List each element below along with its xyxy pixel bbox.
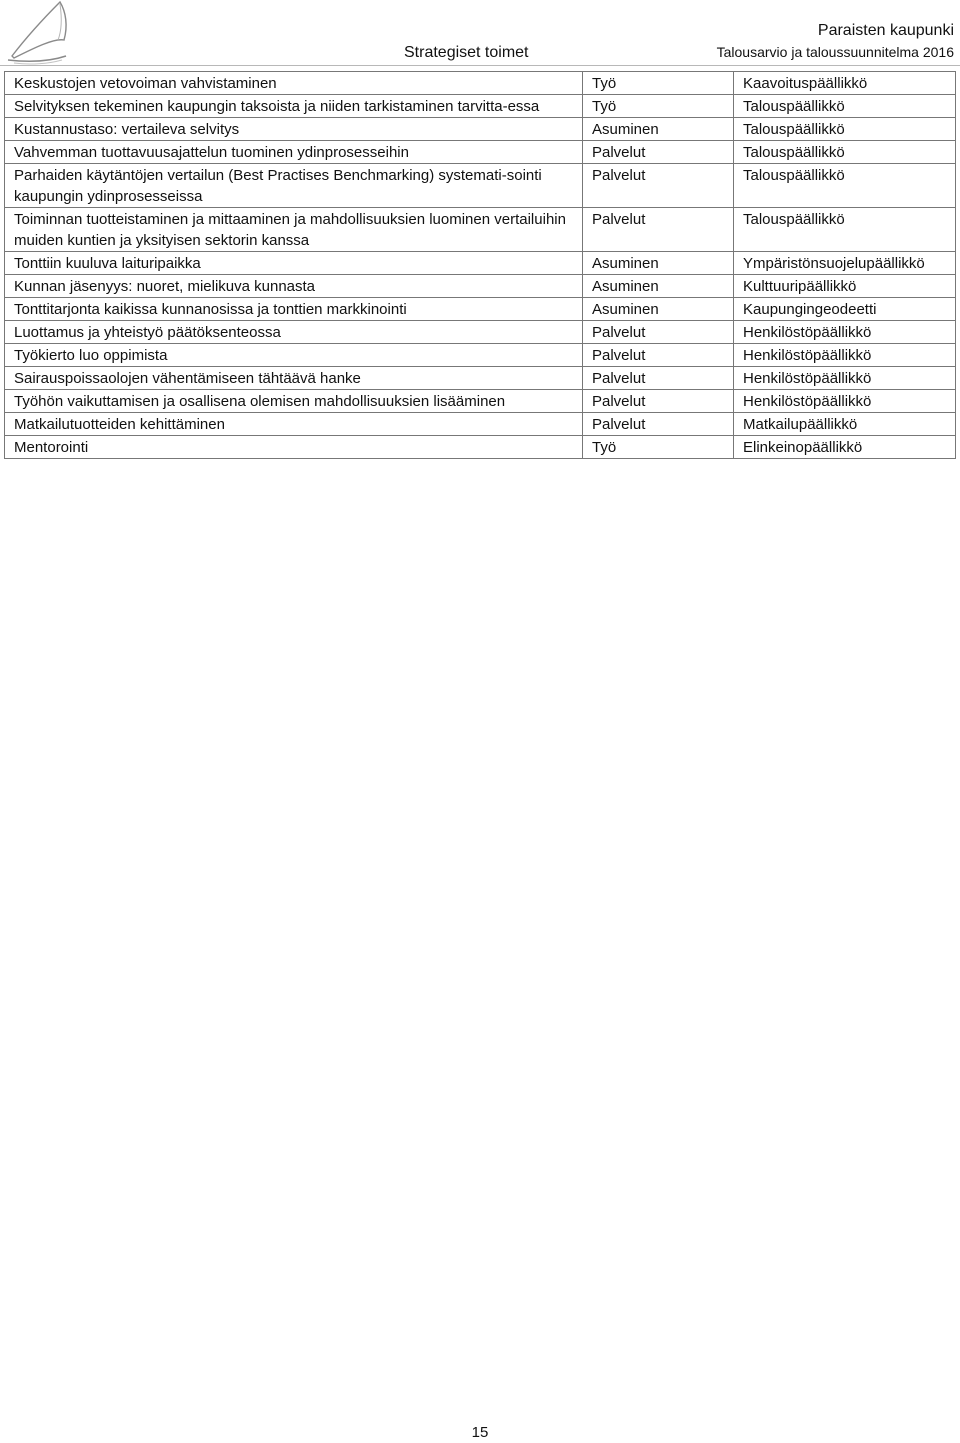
action-cell: Parhaiden käytäntöjen vertailun (Best Practises Benchmarking) systemati-sointi kaupungin ydinprosesseissa	[5, 164, 583, 208]
action-cell: Keskustojen vetovoiman vahvistaminen	[5, 72, 583, 95]
table-row	[5, 275, 956, 298]
responsible-cell: Kaupungingeodeetti	[734, 298, 956, 321]
table-row	[5, 413, 956, 436]
action-cell: Tonttiin kuuluva laituripaikka	[5, 252, 583, 275]
responsible-cell: Talouspäällikkö	[734, 164, 956, 208]
table-row	[5, 252, 956, 275]
area-cell: Palvelut	[583, 164, 734, 208]
table-row	[5, 141, 956, 164]
responsible-cell: Kaavoituspäällikkö	[734, 72, 956, 95]
action-cell: Selvityksen tekeminen kaupungin taksoista ja niiden tarkistaminen tarvitta-essa	[5, 95, 583, 118]
responsible-cell: Henkilöstöpäällikkö	[734, 321, 956, 344]
table-row	[5, 72, 956, 95]
header-divider	[0, 65, 960, 66]
action-cell: Vahvemman tuottavuusajattelun tuominen ydinprosesseihin	[5, 141, 583, 164]
organization-name: Paraisten kaupunki	[817, 22, 954, 39]
action-cell: Luottamus ja yhteistyö päätöksenteossa	[5, 321, 583, 344]
action-cell: Sairauspoissaolojen vähentämiseen tähtäävä hanke	[5, 367, 583, 390]
action-cell: Kunnan jäsenyys: nuoret, mielikuva kunnasta	[5, 275, 583, 298]
page-number: 15	[471, 1424, 489, 1441]
document-title: Talousarvio ja taloussuunnitelma 2016	[716, 44, 954, 60]
responsible-cell: Elinkeinopäällikkö	[734, 436, 956, 459]
area-cell: Työ	[583, 95, 734, 118]
action-cell: Työhön vaikuttamisen ja osallisena olemisen mahdollisuuksien lisääminen	[5, 390, 583, 413]
responsible-cell: Henkilöstöpäällikkö	[734, 390, 956, 413]
responsible-cell: Henkilöstöpäällikkö	[734, 344, 956, 367]
table-row	[5, 164, 956, 208]
responsible-cell: Ympäristönsuojelupäällikkö	[734, 252, 956, 275]
action-cell: Työkierto luo oppimista	[5, 344, 583, 367]
area-cell: Asuminen	[583, 118, 734, 141]
table-row	[5, 298, 956, 321]
action-cell: Tonttitarjonta kaikissa kunnanosissa ja tonttien markkinointi	[5, 298, 583, 321]
area-cell: Palvelut	[583, 321, 734, 344]
area-cell: Työ	[583, 72, 734, 95]
area-cell: Palvelut	[583, 390, 734, 413]
responsible-cell: Talouspäällikkö	[734, 208, 956, 252]
responsible-cell: Henkilöstöpäällikkö	[734, 367, 956, 390]
area-cell: Palvelut	[583, 141, 734, 164]
action-cell: Mentorointi	[5, 436, 583, 459]
action-cell: Matkailutuotteiden kehittäminen	[5, 413, 583, 436]
area-cell: Asuminen	[583, 298, 734, 321]
table-row	[5, 208, 956, 252]
responsible-cell: Talouspäällikkö	[734, 141, 956, 164]
table-row	[5, 118, 956, 141]
area-cell: Asuminen	[583, 252, 734, 275]
table-row	[5, 367, 956, 390]
area-cell: Palvelut	[583, 208, 734, 252]
section-title: Strategiset toimet	[404, 44, 529, 61]
area-cell: Työ	[583, 436, 734, 459]
sail-logo-icon	[4, 0, 68, 66]
responsible-cell: Kulttuuripäällikkö	[734, 275, 956, 298]
table-row	[5, 321, 956, 344]
area-cell: Palvelut	[583, 367, 734, 390]
area-cell: Palvelut	[583, 344, 734, 367]
responsible-cell: Talouspäällikkö	[734, 118, 956, 141]
responsible-cell: Matkailupäällikkö	[734, 413, 956, 436]
action-cell: Kustannustaso: vertaileva selvitys	[5, 118, 583, 141]
table-row	[5, 390, 956, 413]
header-right	[717, 20, 954, 62]
responsible-cell: Talouspäällikkö	[734, 95, 956, 118]
area-cell: Palvelut	[583, 413, 734, 436]
table-row	[5, 436, 956, 459]
area-cell: Asuminen	[583, 275, 734, 298]
strategic-actions-table	[4, 71, 956, 459]
table-row	[5, 95, 956, 118]
action-cell: Toiminnan tuotteistaminen ja mittaaminen ja mahdollisuuksien luominen vertailuihin muiden kuntien ja yksityisen sektorin kanssa	[5, 208, 583, 252]
table-row	[5, 344, 956, 367]
